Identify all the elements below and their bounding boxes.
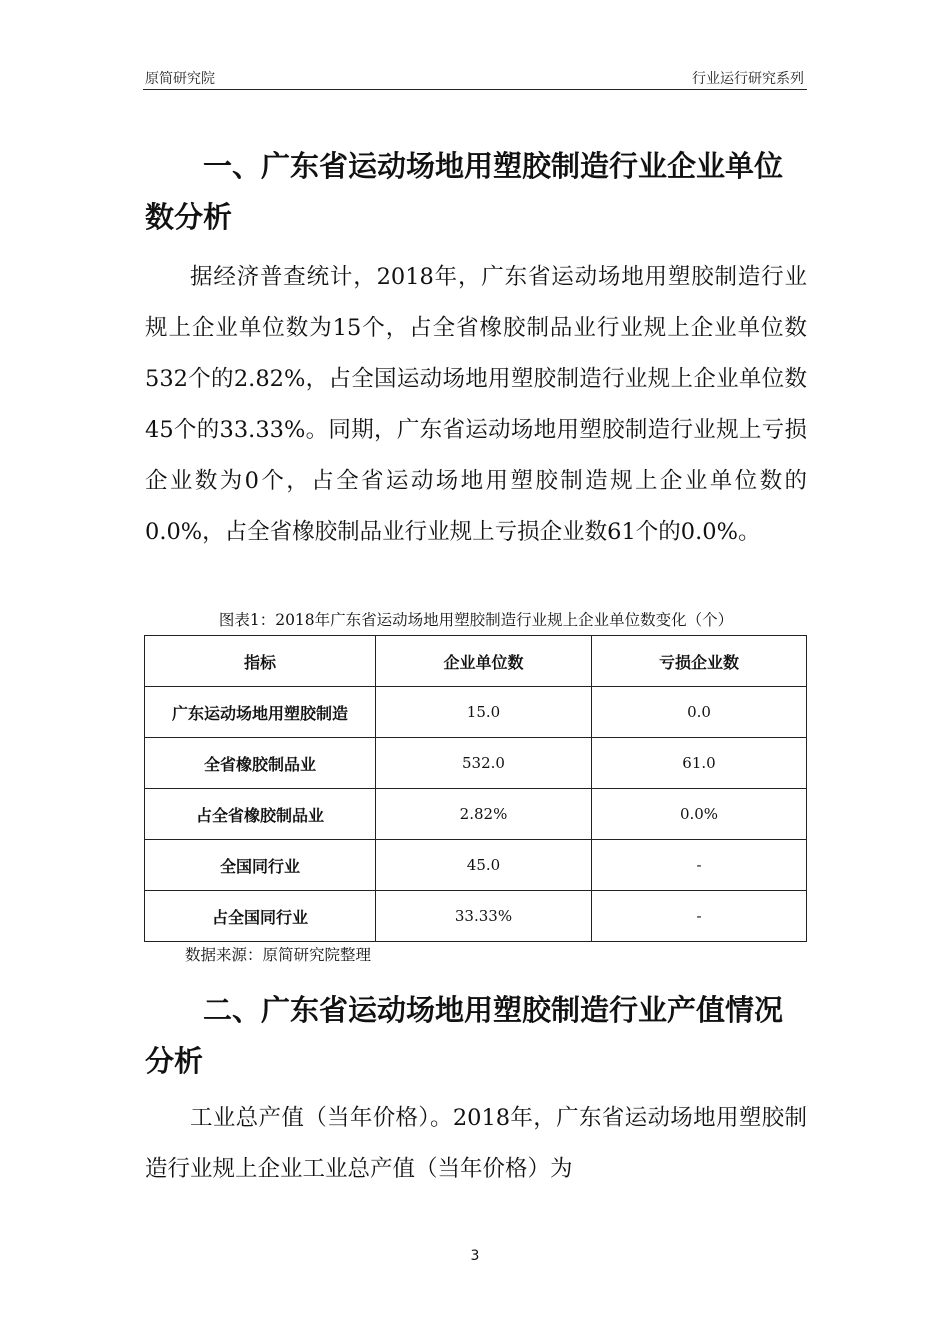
table-row bbox=[145, 687, 807, 738]
header-divider bbox=[143, 89, 807, 90]
column-header: 企业单位数 bbox=[376, 636, 592, 687]
enterprise-count-table bbox=[144, 635, 807, 942]
row-label: 全省橡胶制品业 bbox=[145, 738, 376, 789]
table-cell: 45.0 bbox=[376, 840, 592, 891]
table-cell: 61.0 bbox=[592, 738, 807, 789]
row-label: 占全国同行业 bbox=[145, 891, 376, 942]
table-cell: 15.0 bbox=[376, 687, 592, 738]
row-label: 占全省橡胶制品业 bbox=[145, 789, 376, 840]
table-cell: 532.0 bbox=[376, 738, 592, 789]
table-cell: - bbox=[592, 840, 807, 891]
table-caption: 图表1：2018年广东省运动场地用塑胶制造行业规上企业单位数变化（个） bbox=[218, 611, 734, 629]
column-header: 指标 bbox=[145, 636, 376, 687]
column-header: 亏损企业数 bbox=[592, 636, 807, 687]
row-label: 广东运动场地用塑胶制造 bbox=[145, 687, 376, 738]
table-row bbox=[145, 738, 807, 789]
page-number: 3 bbox=[470, 1248, 480, 1264]
table-cell: 0.0% bbox=[592, 789, 807, 840]
section-2-heading: 二、广东省运动场地用塑胶制造行业产值情况分析 bbox=[145, 993, 784, 1078]
table-cell: - bbox=[592, 891, 807, 942]
table-cell: 2.82% bbox=[376, 789, 592, 840]
table-source-note: 数据来源：原简研究院整理 bbox=[185, 946, 372, 964]
table-cell: 33.33% bbox=[376, 891, 592, 942]
header-org-name: 原简研究院 bbox=[145, 71, 215, 87]
table-header-row bbox=[145, 636, 807, 687]
table-row bbox=[145, 789, 807, 840]
table-row bbox=[145, 840, 807, 891]
row-label: 全国同行业 bbox=[145, 840, 376, 891]
section-1-heading: 一、广东省运动场地用塑胶制造行业企业单位数分析 bbox=[145, 149, 784, 234]
table-cell: 0.0 bbox=[592, 687, 807, 738]
section-1-paragraph: 据经济普查统计，2018年，广东省运动场地用塑胶制造行业规上企业单位数为15个，占全省橡胶制品业行业规上企业单位数532个的2.82%，占全国运动场地用塑胶制造行业规上企业单位数45个的33.33%。同期，广东省运动场地用塑胶制造行业规上亏损企业数为0个，占全省运动场地用塑胶制造规上企业单位数的0.0%，占全省橡胶制品业行业规上亏损企业数61个的0.0%。 bbox=[145, 264, 807, 545]
section-2-paragraph: 工业总产值（当年价格）。2018年，广东省运动场地用塑胶制造行业规上企业工业总产值（当年价格）为 bbox=[145, 1105, 807, 1182]
header-series-name: 行业运行研究系列 bbox=[692, 71, 804, 87]
table-row bbox=[145, 891, 807, 942]
